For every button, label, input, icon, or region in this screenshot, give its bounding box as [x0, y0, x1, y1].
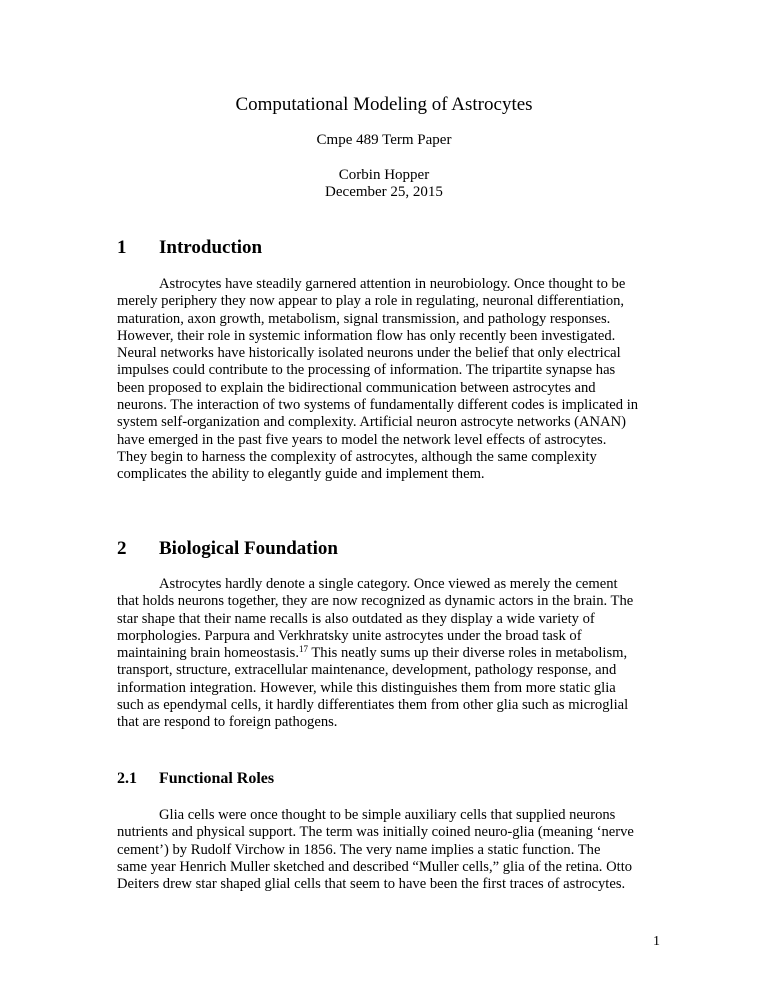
paper-author: Corbin Hopper	[338, 167, 430, 183]
section-title: Biological Foundation	[159, 538, 338, 559]
text-line: Deiters drew star shaped glial cells that seem to have been the first traces of astrocytes.	[117, 876, 626, 893]
subsection-heading	[117, 769, 274, 788]
section-paragraph	[117, 807, 657, 893]
text-line: that are respond to foreign pathogens.	[117, 714, 338, 731]
page-number: 1	[653, 934, 660, 949]
section-number: 1	[117, 237, 127, 258]
text-line: impulses could contribute to the processing of information. The tripartite synapse has	[117, 362, 616, 379]
text-line: cement’) by Rudolf Virchow in 1856. The very name implies a static function. The	[117, 841, 601, 858]
section-title: Functional Roles	[159, 770, 275, 787]
text-line: nutrients and physical support. The term was initially coined neuro-glia (meaning ‘nerve	[117, 824, 634, 841]
text-line-with-citation	[117, 645, 657, 662]
text-line: neurons. The interaction of two systems of fundamentally different codes is implicated in	[117, 397, 639, 414]
paper-date: December 25, 2015	[325, 184, 443, 200]
section-title: Introduction	[159, 237, 263, 258]
text-line: system self-organization and complexity. Artificial neuron astrocyte networks (ANAN)	[117, 414, 627, 431]
text-line: transport, structure, extracellular maintenance, development, pathology response, and	[117, 662, 617, 679]
section-paragraph	[117, 276, 657, 484]
paper-title: Computational Modeling of Astrocytes	[235, 94, 533, 115]
text-line: star shape that their name recalls is also outdated as they display a wide variety of	[117, 610, 595, 627]
section-heading	[117, 237, 262, 259]
text-line: been proposed to explain the bidirectional communication between astrocytes and	[117, 379, 596, 396]
section-number: 2	[117, 538, 127, 559]
text-line: merely periphery they now appear to play a role in regulating, neuronal differentiation,	[117, 293, 625, 310]
text-line: same year Henrich Muller sketched and described “Muller cells,” glia of the retina. Otto	[117, 858, 633, 875]
text-line: morphologies. Parpura and Verkhratsky unite astrocytes under the broad task of	[117, 627, 582, 644]
section-paragraph	[117, 576, 657, 732]
citation-superscript: 17	[299, 644, 308, 655]
text-line: Glia cells were once thought to be simple auxiliary cells that supplied neurons	[159, 807, 616, 823]
text-line: maturation, axon growth, metabolism, signal transmission, and pathology responses.	[117, 310, 611, 327]
text-line: They begin to harness the complexity of astrocytes, although the same complexity	[117, 448, 597, 465]
section-heading	[117, 538, 338, 560]
text-line: Neural networks have historically isolated neurons under the belief that only electrical	[117, 345, 621, 362]
text-line: However, their role in systemic information flow has only recently been investigated.	[117, 327, 616, 344]
text-line: Astrocytes hardly denote a single category. Once viewed as merely the cement	[159, 576, 618, 592]
text-line: have emerged in the past five years to model the network level effects of astrocytes.	[117, 431, 607, 448]
text-line: that holds neurons together, they are now recognized as dynamic actors in the brain. The	[117, 593, 634, 610]
text-segment: maintaining brain homeostasis.	[117, 645, 299, 662]
section-number: 2.1	[117, 770, 137, 787]
text-line: information integration. However, while this distinguishes them from more static glia	[117, 679, 616, 696]
text-line: such as ependymal cells, it hardly differentiates them from other glia such as microglial	[117, 697, 629, 714]
text-line: Astrocytes have steadily garnered attention in neurobiology. Once thought to be	[159, 276, 626, 292]
paper-subtitle: Cmpe 489 Term Paper	[316, 132, 452, 148]
text-line: complicates the ability to elegantly guide and implement them.	[117, 466, 485, 483]
text-segment: This neatly sums up their diverse roles in metabolism,	[308, 645, 628, 662]
